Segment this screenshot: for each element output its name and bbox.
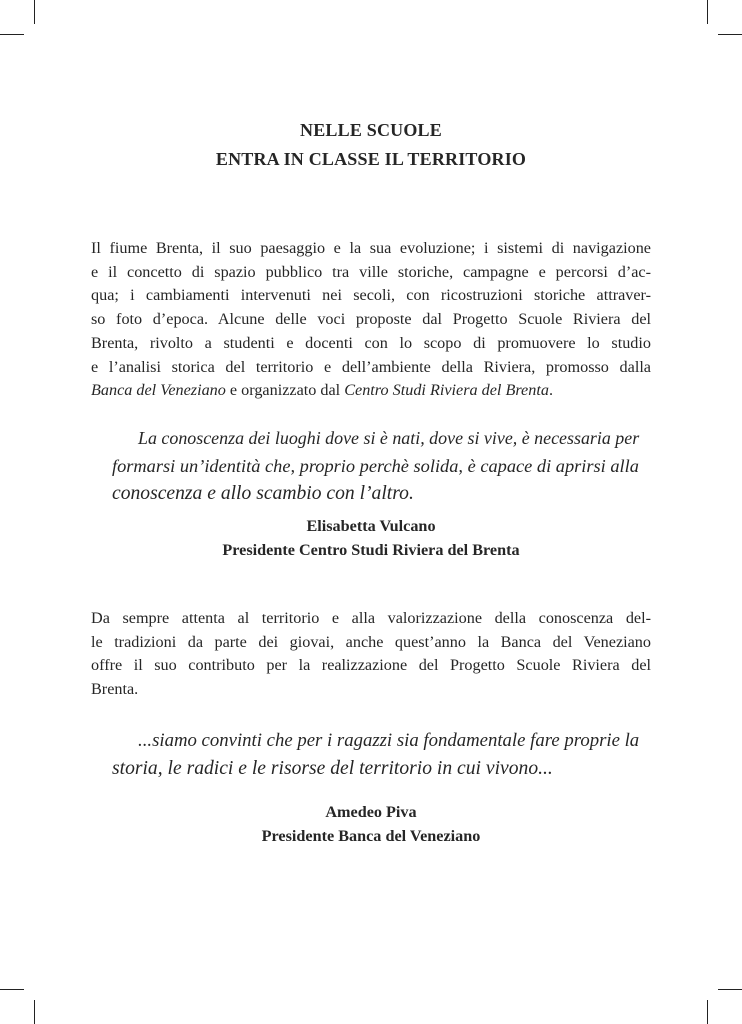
- crop-mark-top-left-vertical: [34, 0, 35, 24]
- signature-role: Presidente Centro Studi Riviera del Brenta: [222, 541, 520, 559]
- intro-line: so foto d’epoca. Alcune delle voci proposte dal Progetto Scuole Riviera del: [91, 310, 651, 329]
- title-line-2: ENTRA IN CLASSE IL TERRITORIO: [215, 149, 527, 169]
- intro-line: Brenta, rivolto a studenti e docenti con lo scopo di promuovere lo studio: [91, 333, 651, 352]
- intro-line: e il concetto di spazio pubblico tra ville storiche, campagne e percorsi d’ac-: [91, 262, 651, 281]
- intro-connector: e organizzato dal: [225, 381, 345, 400]
- intro-line: qua; i cambiamenti intervenuti nei secoli, con ricostruzioni storiche attraver-: [91, 286, 651, 305]
- intro-paragraph: [91, 237, 651, 403]
- crop-mark-top-right-vertical: [707, 0, 708, 24]
- bank-line: Da sempre attenta al territorio e alla valorizzazione della conoscenza del-: [91, 609, 651, 627]
- crop-mark-bottom-left-horizontal: [0, 989, 24, 990]
- signature-vulcano: [91, 514, 651, 562]
- quote-line: ...siamo convinti che per i ragazzi sia fondamentale fare proprie la: [138, 730, 640, 751]
- quote-line: La conoscenza dei luoghi dove si è nati, dove si vive, è necessaria per: [138, 428, 640, 448]
- bank-line: offre il suo contributo per la realizzazione del Progetto Scuole Riviera del: [91, 656, 651, 675]
- quote-vulcano: [112, 425, 642, 508]
- crop-mark-top-left-horizontal: [0, 34, 24, 35]
- signature-name: Elisabetta Vulcano: [306, 517, 436, 535]
- intro-period: .: [548, 381, 553, 400]
- bank-paragraph: [91, 607, 651, 702]
- title-line-1: NELLE SCUOLE: [300, 120, 442, 140]
- study-center-italic: Centro Studi Riviera del Brenta: [344, 381, 549, 400]
- crop-mark-top-right-horizontal: [718, 34, 742, 35]
- crop-mark-bottom-left-vertical: [34, 1000, 35, 1024]
- quote-piva: [112, 727, 642, 782]
- signature-role: Presidente Banca del Veneziano: [261, 827, 481, 845]
- crop-mark-bottom-right-vertical: [707, 1000, 708, 1024]
- bank-line: le tradizioni da parte dei giovai, anche quest’anno la Banca del Veneziano: [91, 632, 651, 651]
- signature-piva: [91, 800, 651, 848]
- intro-line: Il fiume Brenta, il suo paesaggio e la sua evoluzione; i sistemi di navigazione: [91, 239, 651, 257]
- quote-line: formarsi un’identità che, proprio perchè solida, è capace di aprirsi alla: [112, 455, 639, 476]
- bank-line: Brenta.: [91, 680, 139, 699]
- intro-line: e l’analisi storica del territorio e dell’ambiente della Riviera, promosso dalla: [91, 357, 651, 376]
- page-title: [60, 116, 682, 174]
- bank-name-italic: Banca del Veneziano: [91, 381, 226, 400]
- crop-mark-bottom-right-horizontal: [718, 989, 742, 990]
- signature-name: Amedeo Piva: [325, 803, 417, 821]
- quote-line: conoscenza e allo scambio con l’altro.: [112, 483, 414, 504]
- intro-last-line: [91, 379, 651, 403]
- quote-line: storia, le radici e le risorse del territorio in cui vivono...: [112, 757, 553, 779]
